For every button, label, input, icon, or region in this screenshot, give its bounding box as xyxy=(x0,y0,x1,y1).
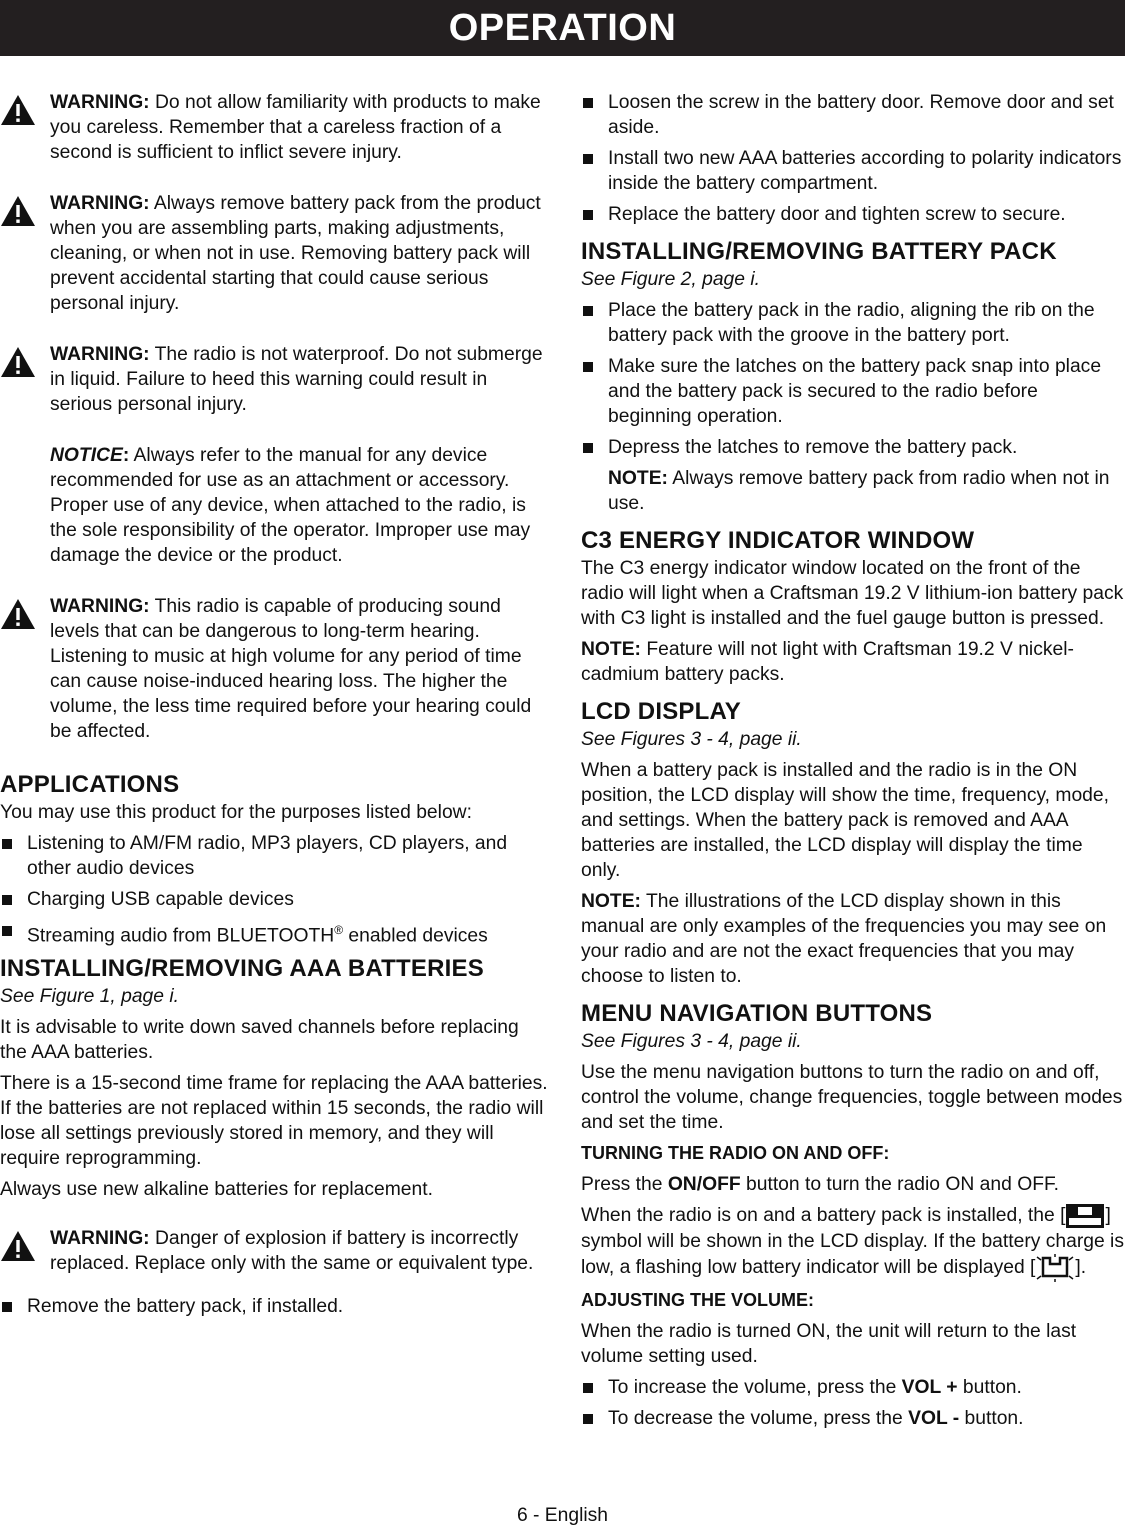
paragraph: The C3 energy indicator window located on the front of the radio will light when a Craftsman 19.2 V lithium-ion battery pack with C3 light is installed and the fuel gauge button is pressed. xyxy=(581,558,1124,629)
right-column xyxy=(581,90,1125,1437)
warning-block xyxy=(0,1226,548,1276)
paragraph: There is a 15-second time frame for replacing the AAA batteries. If the batteries are not replaced within 15 seconds, the radio will lose all settings previously stored in memory, and they will require reprogramming. xyxy=(0,1073,548,1170)
notice-colon: : xyxy=(122,445,130,466)
left-column xyxy=(0,90,548,1325)
battery-pack-list xyxy=(581,298,1125,460)
paragraph: It is advisable to write down saved channels before replacing the AAA batteries. xyxy=(0,1017,519,1064)
notice-text: Always refer to the manual for any device recommended for use as an attachment or accessory. Proper use of any device, when attached to the radio, is the sole responsibility of the operator. Improper use may damage the device or the product. xyxy=(50,445,531,566)
square-bullet-icon xyxy=(2,839,12,849)
warning-triangle-icon xyxy=(0,94,36,126)
paragraph: Use the menu navigation buttons to turn the radio on and off, control the volume, change frequencies, toggle between modes and set the time. xyxy=(581,1062,1123,1133)
warning-text: Always remove battery pack from the product when you are assembling parts, making adjustments, cleaning, or when not in use. Removing battery pack will prevent accidental starting that could cause serious personal injury. xyxy=(50,193,541,314)
warning-text: This radio is capable of producing sound levels that can be dangerous to long-term hearing. Listening to music at high volume for any period of time can cause noise-induced hearing loss. The higher the volume, the less time required before your hearing could be affected. xyxy=(50,596,532,742)
list-item: To decrease the volume, press the VOL - button. xyxy=(581,1406,1125,1431)
paragraph: Always use new alkaline batteries for replacement. xyxy=(0,1179,433,1201)
warning-triangle-icon xyxy=(0,1230,36,1262)
note: NOTE: Always remove battery pack from radio when not in use. xyxy=(608,468,1110,514)
volume-list xyxy=(581,1375,1125,1431)
warning-label: WARNING: xyxy=(50,344,150,365)
page-footer xyxy=(0,1505,1125,1527)
warning-text: The radio is not waterproof. Do not submerge in liquid. Failure to heed this warning could result in serious personal injury. xyxy=(50,344,543,415)
square-bullet-icon xyxy=(2,895,12,905)
notice-block xyxy=(0,443,548,568)
list-item: To increase the volume, press the VOL + button. xyxy=(581,1375,1125,1400)
aaa-steps-continued xyxy=(581,90,1125,227)
page-number: 6 - English xyxy=(516,1505,609,1526)
warning-label: WARNING: xyxy=(50,1228,150,1250)
note: NOTE: Feature will not light with Craftsman 19.2 V nickel-cadmium battery packs. xyxy=(581,639,1074,685)
list-item: Install two new AAA batteries according to polarity indicators inside the battery compartment. xyxy=(581,146,1125,196)
warning-block xyxy=(0,191,548,316)
aaa-steps-list xyxy=(0,1294,548,1319)
figure-reference: See Figure 1, page i. xyxy=(0,986,180,1008)
square-bullet-icon xyxy=(583,362,593,372)
c3-heading: C3 ENERGY INDICATOR WINDOW xyxy=(581,527,975,554)
paragraph: Press the ON/OFF button to turn the radio ON and OFF. xyxy=(581,1174,1059,1195)
warning-label: WARNING: xyxy=(50,193,150,214)
warning-text: Danger of explosion if battery is incorrectly replaced. Replace only with the same or equivalent type. xyxy=(50,1228,534,1275)
warning-block xyxy=(0,90,548,165)
warning-triangle-icon xyxy=(0,598,36,630)
notice-label: NOTICE xyxy=(50,445,123,466)
list-item: Streaming audio from BLUETOOTH® enabled devices xyxy=(0,918,548,948)
applications-heading: APPLICATIONS xyxy=(0,771,180,798)
warning-text: Do not allow familiarity with products to make you careless. Remember that a careless fraction of a second is sufficient to inflict severe injury. xyxy=(50,92,541,163)
note: NOTE: The illustrations of the LCD display shown in this manual are only examples of the frequencies you may see on your radio and are not the exact frequencies that you may choose to listen to. xyxy=(581,891,1107,987)
warning-triangle-icon xyxy=(0,346,36,378)
square-bullet-icon xyxy=(2,926,12,936)
square-bullet-icon xyxy=(583,306,593,316)
warning-block xyxy=(0,342,548,417)
warning-block xyxy=(0,594,548,744)
warning-label: WARNING: xyxy=(50,596,150,617)
list-item: Listening to AM/FM radio, MP3 players, CD players, and other audio devices xyxy=(0,831,548,881)
list-item: Make sure the latches on the battery pack snap into place and the battery pack is secured to the radio before beginning operation. xyxy=(581,354,1125,429)
list-item: Depress the latches to remove the battery pack. xyxy=(581,435,1125,460)
battery-pack-heading: INSTALLING/REMOVING BATTERY PACK xyxy=(581,238,1057,265)
figure-reference: See Figures 3 - 4, page ii. xyxy=(581,729,802,750)
subheading: TURNING THE RADIO ON AND OFF: xyxy=(581,1143,890,1163)
list-item: Place the battery pack in the radio, aligning the rib on the battery pack with the groove in the battery port. xyxy=(581,298,1125,348)
square-bullet-icon xyxy=(583,443,593,453)
paragraph: When the radio is on and a battery pack is installed, the [ ] symbol will be shown in the LCD display. If the battery charge is low, a flashing low battery indicator will be displayed [ ]. xyxy=(581,1203,1125,1282)
menu-heading: MENU NAVIGATION BUTTONS xyxy=(581,1000,933,1027)
applications-intro: You may use this product for the purposes listed below: xyxy=(0,802,472,823)
square-bullet-icon xyxy=(583,154,593,164)
square-bullet-icon xyxy=(583,98,593,108)
square-bullet-icon xyxy=(583,1414,593,1424)
page-header xyxy=(0,0,1125,56)
square-bullet-icon xyxy=(583,210,593,220)
warning-label: WARNING: xyxy=(50,92,150,113)
page-title: OPERATION xyxy=(448,6,677,49)
paragraph: When a battery pack is installed and the radio is in the ON position, the LCD display will show the time, frequency, mode, and settings. When the battery pack is removed and AAA batteries are installed, the LCD display will display the time only. xyxy=(581,760,1109,881)
list-item: Replace the battery door and tighten screw to secure. xyxy=(581,202,1125,227)
list-item: Loosen the screw in the battery door. Remove door and set aside. xyxy=(581,90,1125,140)
square-bullet-icon xyxy=(2,1302,12,1312)
figure-reference: See Figures 3 - 4, page ii. xyxy=(581,1031,802,1052)
figure-reference: See Figure 2, page i. xyxy=(581,269,761,290)
battery-pack-icon xyxy=(1065,1203,1105,1229)
subheading: ADJUSTING THE VOLUME: xyxy=(581,1290,815,1310)
applications-list xyxy=(0,831,548,948)
list-item: Charging USB capable devices xyxy=(0,887,548,912)
warning-triangle-icon xyxy=(0,195,36,227)
aaa-batteries-heading: INSTALLING/REMOVING AAA BATTERIES xyxy=(0,955,484,983)
paragraph: When the radio is turned ON, the unit will return to the last volume setting used. xyxy=(581,1321,1077,1367)
lcd-heading: LCD DISPLAY xyxy=(581,698,742,725)
low-battery-icon xyxy=(1035,1254,1075,1282)
list-item: Remove the battery pack, if installed. xyxy=(0,1294,548,1319)
square-bullet-icon xyxy=(583,1383,593,1393)
